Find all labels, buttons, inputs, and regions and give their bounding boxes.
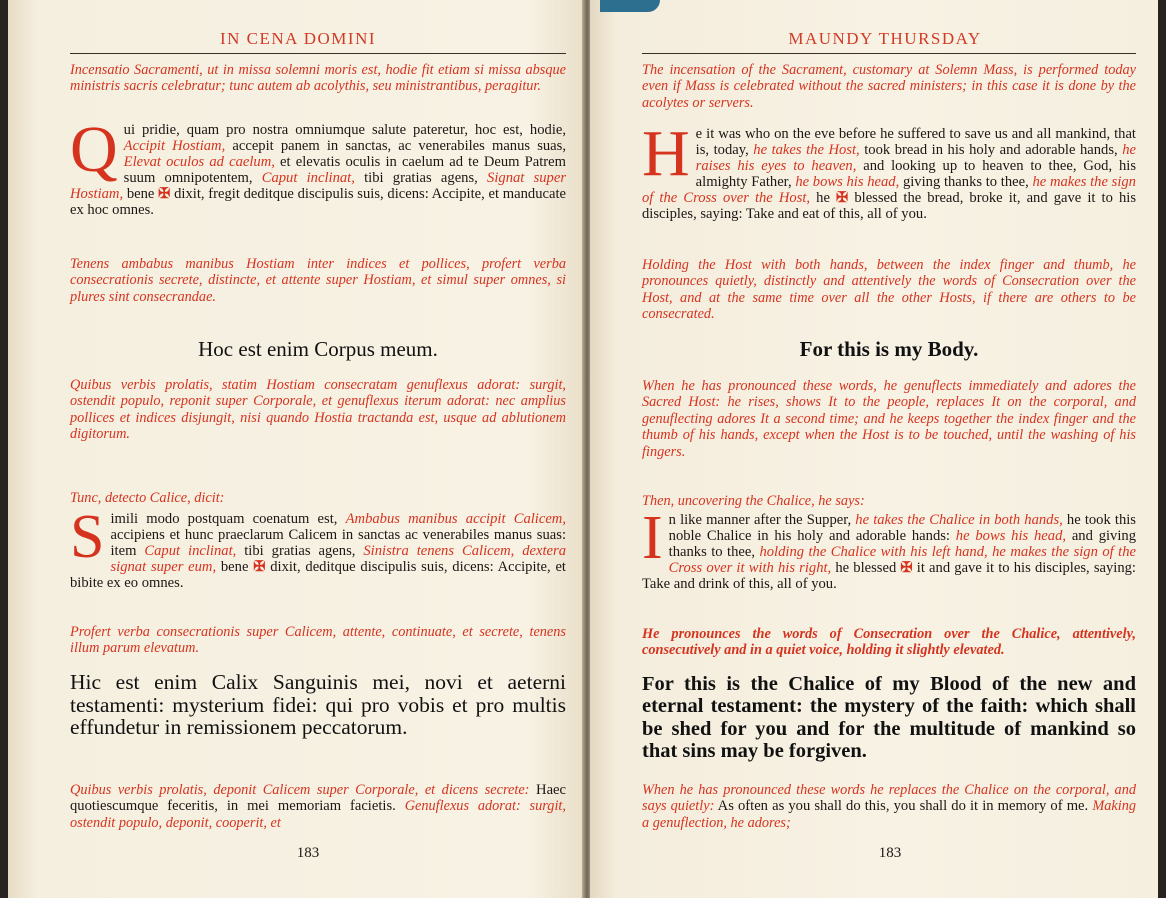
paragraph-quibus-verbis-chalice: Quibus verbis prolatis, deponit Calicem super Corporale, et dicens secrete: Haec quotiescumque feceritis, in mei memoriam facietis. Genuflexus adorat: surgit, ostendit populo, deponit, cooperit, et [70,782,566,831]
running-head-english: MAUNDY THURSDAY [788,29,982,48]
rubric-pronounces-words: He pronounces the words of Consecration over the Chalice, attentively, consecutively and in a quiet voice, holding it slightly elevated. [642,626,1136,659]
page-number-left: 183 [296,845,320,861]
rubric-incensation-latin: Incensatio Sacramenti, ut in missa solemni moris est, hodie fit etiam si missa absque ministris sacris celebratur; tunc autem ab acolythis, seu ministrantibus, peragitur. [70,62,566,95]
drop-cap-s: S [70,503,105,571]
drop-cap-q: Q [70,113,118,186]
consecration-chalice-latin: Hic est enim Calix Sanguinis mei, novi et aeterni testamenti: mysterium fidei: qui pro vobis et pro multis effundetur in remissionem peccatorum. [70,670,566,740]
cross-icon: ✠ [900,560,913,577]
cross-icon: ✠ [836,190,849,207]
paragraph-he-it-was: He it was who on the eve before he suffered to save us and all mankind, that is, today, he takes the Host, took bread in his holy and adorable hands, he raises his eyes to heaven, and looking up to heaven to thee, God, his almighty Father, he bows his head, giving thanks to thee, he makes the sign of the Cross over the Host, he ✠ blessed the bread, broke it, and gave it to his disciples, saying: Take and eat of this, all of you. [642,117,1136,223]
drop-cap-i: I [642,504,663,572]
header-rule [70,53,566,54]
consecration-host-english: For this is my Body. [799,337,979,361]
paragraph-qui-pridie: Qui pridie, quam pro nostra omniumque salute pateretur, hoc est, hodie, Accipit Hostiam, accepit panem in sanctas, ac venerabiles manus suas, Elevat oculos ad caelum, et elevatis oculis in caelum ad te Deum Patrem suum omnipotentem, Caput inclinat, tibi gratias agens, Signat super Hostiam, bene ✠ dixit, fregit deditque discipulis suis, dicens: Accipite, et manducate ex hoc omnes. [70,113,567,219]
right-page [590,0,1158,898]
paragraph-as-often: When he has pronounced these words he replaces the Chalice on the corporal, and says quietly: As often as you shall do this, you shall do it in memory of me. Making a genuflection, he adores; [642,782,1136,831]
rubric-tunc-detecto: Tunc, detecto Calice, dicit: [70,490,225,506]
running-head-latin: IN CENA DOMINI [219,29,377,48]
header-rule [642,53,1136,54]
left-page [8,0,584,898]
rubric-profert-verba: Profert verba consecrationis super Calicem, attente, continuate, et secrete, tenens illum parum elevatum. [70,624,566,657]
rubric-incensation-english: The incensation of the Sacrament, customary at Solemn Mass, is performed today even if Mass is celebrated without the sacred ministers; in this case it is done by the acolytes or servers. [642,62,1136,111]
drop-cap-h: H [642,117,690,190]
page-number-right: 183 [878,845,902,861]
consecration-host-latin: Hoc est enim Corpus meum. [198,337,438,361]
paragraph-in-like-manner: In like manner after the Supper, he takes the Chalice in both hands, he took this noble Chalice in his holy and adorable hands: he bows his head, and giving thanks to thee, holding the Chalice with his left hand, he makes the sign of the Cross over it with his right, he blessed ✠ it and gave it to his disciples, saying: Take and drink of this, all of you. [642,504,1137,593]
cross-icon: ✠ [253,559,266,576]
rubric-quibus-verbis-host: Quibus verbis prolatis, statim Hostiam consecratam genuflexus adorat: surgit, ostendit populo, reponit super Corporale, et genuflexus iterum adorat: nec amplius pollices et indices disjungit, nisi quando Hostia tractanda est, usque ad ablutionem digitorum. [70,377,566,443]
ribbon-marker [600,0,660,12]
rubric-tenens-ambabus: Tenens ambabus manibus Hostiam inter indices et pollices, profert verba consecrationis secrete, distincte, et attente super Hostiam, et simul super omnes, si plures sint consecrandae. [70,256,566,305]
consecration-chalice-english: For this is the Chalice of my Blood of the new and eternal testament: the mystery of the faith: which shall be shed for you and for the multitude of mankind so that sins may be forgiven. [642,673,1136,763]
cross-icon: ✠ [158,186,171,203]
paragraph-simili-modo: Simili modo postquam coenatum est, Ambabus manibus accipit Calicem, accipiens et hunc praeclarum Calicem in sanctas ac venerabiles manus suas: item Caput inclinat, tibi gratias agens, Sinistra tenens Calicem, dextera signat super eum, bene ✠ dixit, deditque discipulis suis, dicens: Accipite, et bibite ex eo omnes. [70,503,567,592]
rubric-then-uncovering: Then, uncovering the Chalice, he says: [642,493,865,509]
rubric-when-he-has-pronounced: When he has pronounced these words, he genuflects immediately and adores the Sacred Host: he rises, shows It to the people, replaces It on the corporal, and genuflecting adores It a second time; and he keeps together the index finger and the thumb of his hands, except when the Host is to be touched, until the washing of his fingers. [642,378,1136,460]
rubric-holding-the-host: Holding the Host with both hands, between the index finger and thumb, he pronounces quietly, distinctly and attentively the words of Consecration over the Host, and at the same time over all the other Hosts, if there are others to be consecrated. [642,257,1136,323]
